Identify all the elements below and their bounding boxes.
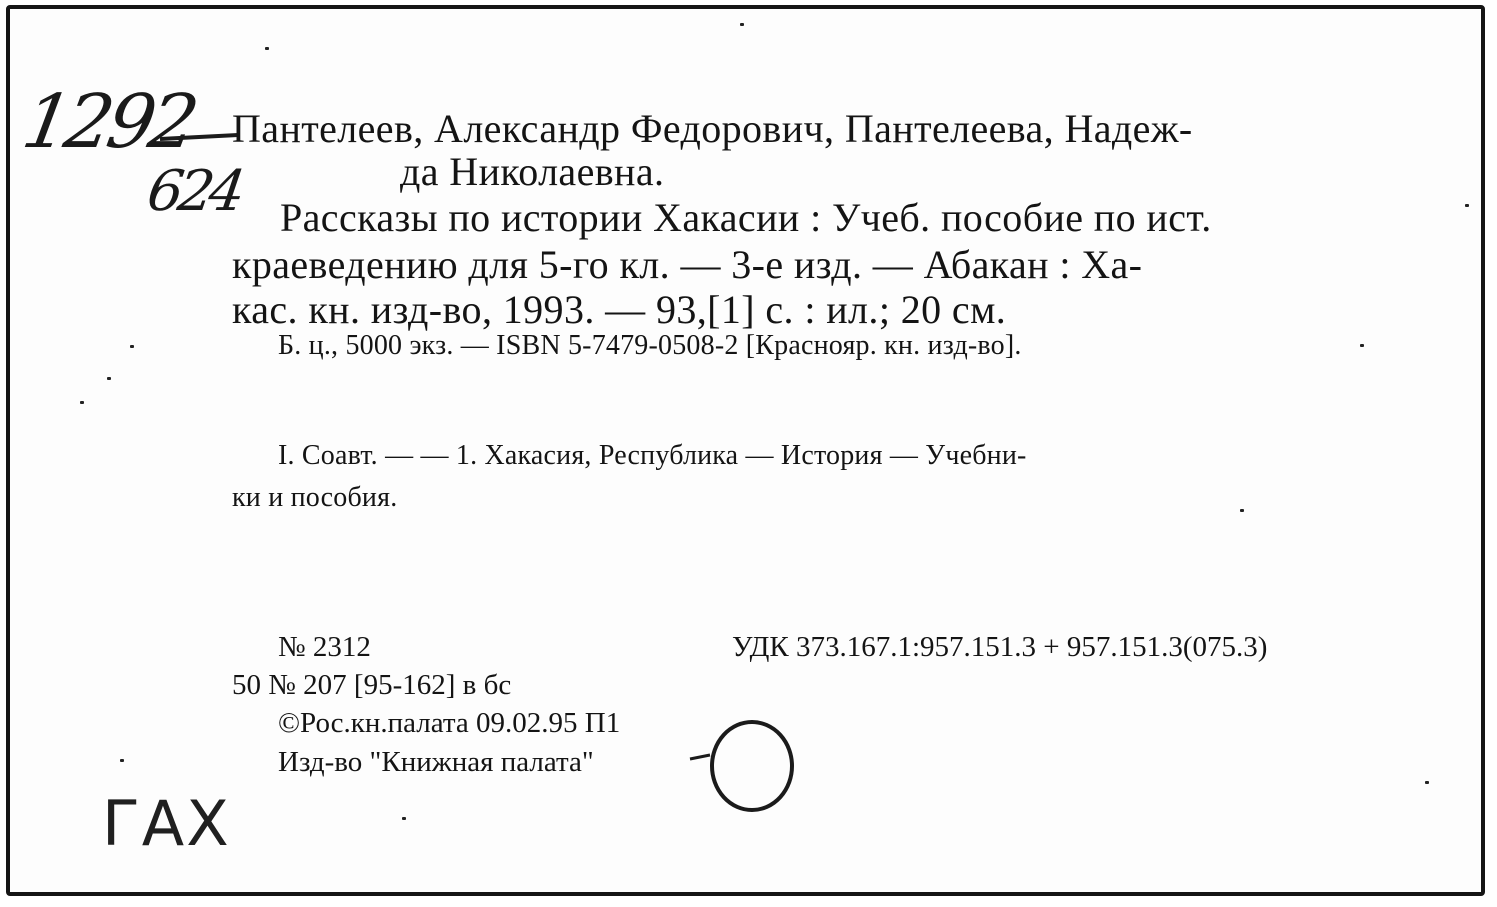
title-line-3: кас. кн. изд-во, 1993. — 93,[1] с. : ил.; 20 см. xyxy=(232,287,1007,332)
speck xyxy=(1465,204,1469,207)
speck xyxy=(120,759,124,762)
shelf-submark: 624 xyxy=(143,159,245,224)
speck xyxy=(1425,781,1429,784)
order-line: 50 № 207 [95-162] в бс xyxy=(232,669,512,701)
publisher-line: Изд-во "Книжная палата" xyxy=(278,746,594,778)
stamp-tick xyxy=(690,755,710,759)
price-isbn-line: Б. ц., 5000 экз. — ISBN 5-7479-0508-2 [Краснояр. кн. изд-во]. xyxy=(278,330,1022,361)
speck xyxy=(107,377,111,380)
speck xyxy=(1360,344,1364,347)
speck xyxy=(265,47,269,50)
title-line-2: краеведению для 5-го кл. — 3-е изд. — Абакан : Ха- xyxy=(232,242,1143,287)
author-line-2: да Николаевна. xyxy=(400,149,665,194)
speck xyxy=(80,401,84,404)
author-line-1: Пантелеев, Александр Федорович, Пантелеева, Надеж- xyxy=(232,106,1193,151)
handwritten-initials: ГАХ xyxy=(102,787,231,860)
shelf-mark: 1292 xyxy=(16,79,200,165)
tracing-line-2: ки и пособия. xyxy=(232,482,398,513)
stamp-circle xyxy=(712,722,792,810)
card-number: № 2312 xyxy=(278,631,371,663)
speck xyxy=(130,345,134,348)
catalog-card xyxy=(6,5,1485,896)
speck xyxy=(1240,509,1244,512)
shelf-underline xyxy=(160,135,238,139)
title-line-1: Рассказы по истории Хакасии : Учеб. пособие по ист. xyxy=(280,195,1212,240)
tracing-line-1: I. Соавт. — — 1. Хакасия, Республика — История — Учебни- xyxy=(278,440,1027,471)
udk-classification: УДК 373.167.1:957.151.3 + 957.151.3(075.3) xyxy=(732,631,1268,663)
speck xyxy=(402,817,406,820)
copyright-line: ©Рос.кн.палата 09.02.95 П1 xyxy=(278,707,621,739)
speck xyxy=(740,23,744,26)
